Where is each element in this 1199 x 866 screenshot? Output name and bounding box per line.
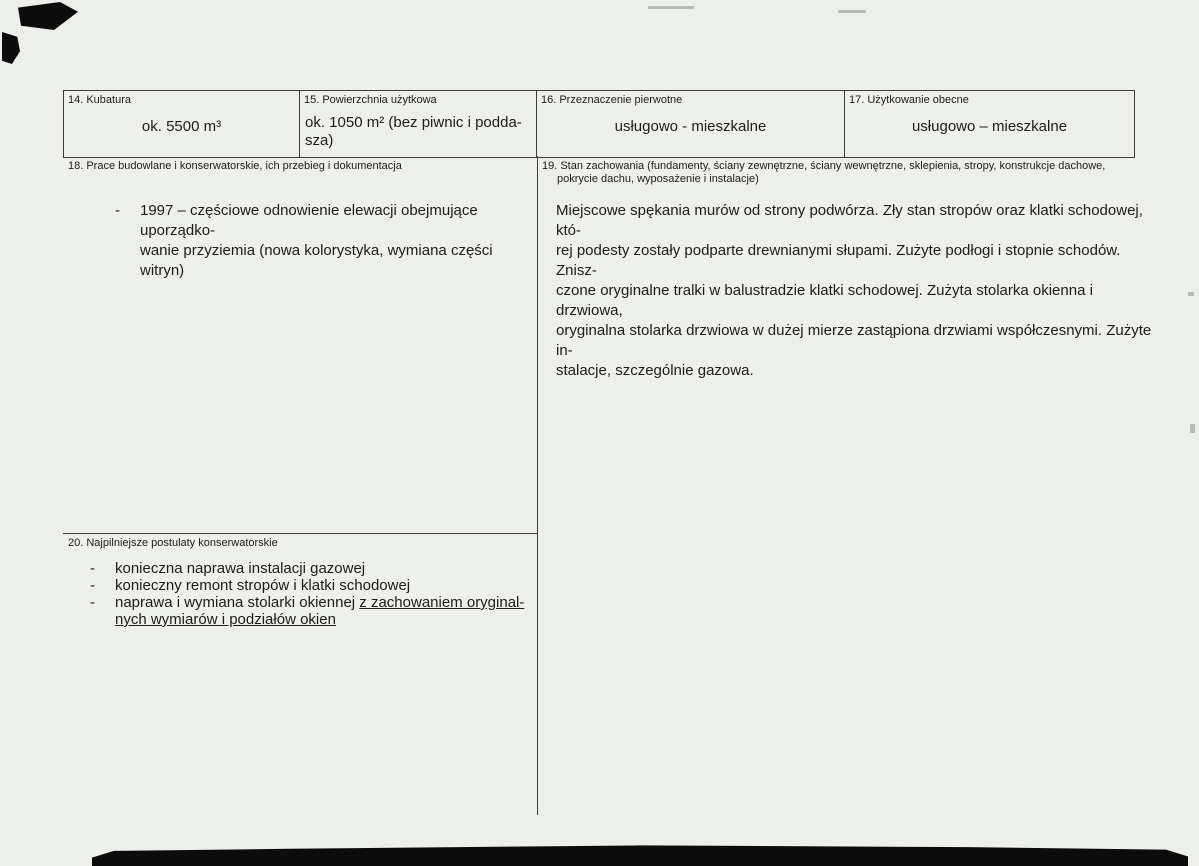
field-20-list (90, 560, 535, 628)
scan-artifact-top-left-blob (18, 2, 78, 30)
field-14-label: 14. Kubatura (68, 94, 131, 106)
scan-artifact-bottom-bar (92, 845, 1188, 866)
field-20-item-dash: - (90, 577, 95, 594)
field-15-powierzchnia (300, 91, 537, 157)
field-19-body (556, 201, 1156, 381)
field-20-item3-underlined-part2: nych wymiarów i podziałów okien (115, 611, 336, 628)
field-18-label: 18. Prace budowlane i konserwatorskie, ich przebieg i dokumentacja (68, 160, 402, 172)
field-19-body-line: oryginalna stolarka drzwiowa w dużej mierze zastąpiona drzwiami współczesnymi. Zużyte in- (556, 322, 1152, 359)
field-17-label: 17. Użytkowanie obecne (849, 94, 969, 106)
field-15-value (300, 107, 536, 150)
field-15-value-line2: sza) (305, 132, 334, 149)
field-20-item-text: konieczna naprawa instalacji gazowej (115, 560, 366, 577)
field-19-body-line: stalacje, szczególnie gazowa. (556, 362, 754, 379)
field-18-item-line2: wanie przyziemia (nowa kolorystyka, wymiana części witryn) (140, 242, 493, 279)
field-20-item3-underlined-part1: z zachowaniem oryginal- (359, 594, 525, 611)
field-20-item3-plain: naprawa i wymiana stolarki okiennej (115, 594, 360, 611)
field-19-body-line: Miejscowe spękania murów od strony podwórza. Zły stan stropów oraz klatki schodowej, któ- (556, 202, 1143, 239)
field-17-value: usługowo – mieszkalne (911, 118, 1068, 135)
field-19-label-line1: 19. Stan zachowania (fundamenty, ściany zewnętrzne, ściany wewnętrzne, sklepienia, stropy, konstrukcje dachowe, (542, 160, 1106, 172)
field-18-item-text (140, 201, 530, 281)
field-20-label: 20. Najpilniejsze postulaty konserwatorskie (68, 537, 278, 549)
field-20-list-item (90, 577, 535, 594)
field-19-body-line: rej podesty zostały podparte drewnianymi słupami. Zużyte podłogi i stopnie schodów. Znisz- (556, 242, 1121, 279)
field-20-item-text: konieczny remont stropów i klatki schodowej (115, 577, 411, 594)
field-15-label: 15. Powierzchnia użytkowa (304, 94, 437, 106)
field-18-list-item (115, 201, 530, 281)
field-18-item-line1: 1997 – częściowe odnowienie elewacji obejmujące uporządko- (140, 202, 478, 239)
field-19-body-line: czone oryginalne tralki w balustradzie klatki schodowej. Zużyta stolarka okienna i drzwiowa, (556, 282, 1093, 319)
field-20-item-dash: - (90, 594, 95, 611)
field-15-value-line1: ok. 1050 m² (bez piwnic i podda- (305, 114, 522, 131)
scan-artifact-top-dash-1 (648, 6, 694, 9)
field-14-kubatura (63, 91, 300, 157)
field-20-item-text (115, 594, 524, 628)
field-17-uzytkowanie (845, 91, 1135, 157)
scan-artifact-right-speck-1 (1188, 292, 1194, 296)
field-18-item-dash: - (115, 202, 120, 219)
field-16-value: usługowo - mieszkalne (614, 118, 767, 135)
field-16-przeznaczenie (537, 91, 845, 157)
scan-artifact-left-edge-blob (2, 32, 20, 64)
field-20-list-item (90, 560, 535, 577)
field-19-label-line2: pokrycie dachu, wyposażenie i instalacje) (557, 173, 759, 185)
field-20-list-item (90, 594, 535, 628)
field-19-label (542, 160, 1137, 186)
field-16-label: 16. Przeznaczenie pierwotne (541, 94, 683, 106)
section-20-divider-line (63, 533, 537, 534)
scan-artifact-right-speck-2 (1190, 424, 1195, 433)
scan-artifact-top-dash-2 (838, 10, 866, 13)
field-14-value: ok. 5500 m³ (141, 118, 222, 135)
field-20-item-dash: - (90, 560, 95, 577)
form-header-row (63, 90, 1135, 158)
column-divider-line (537, 156, 538, 815)
